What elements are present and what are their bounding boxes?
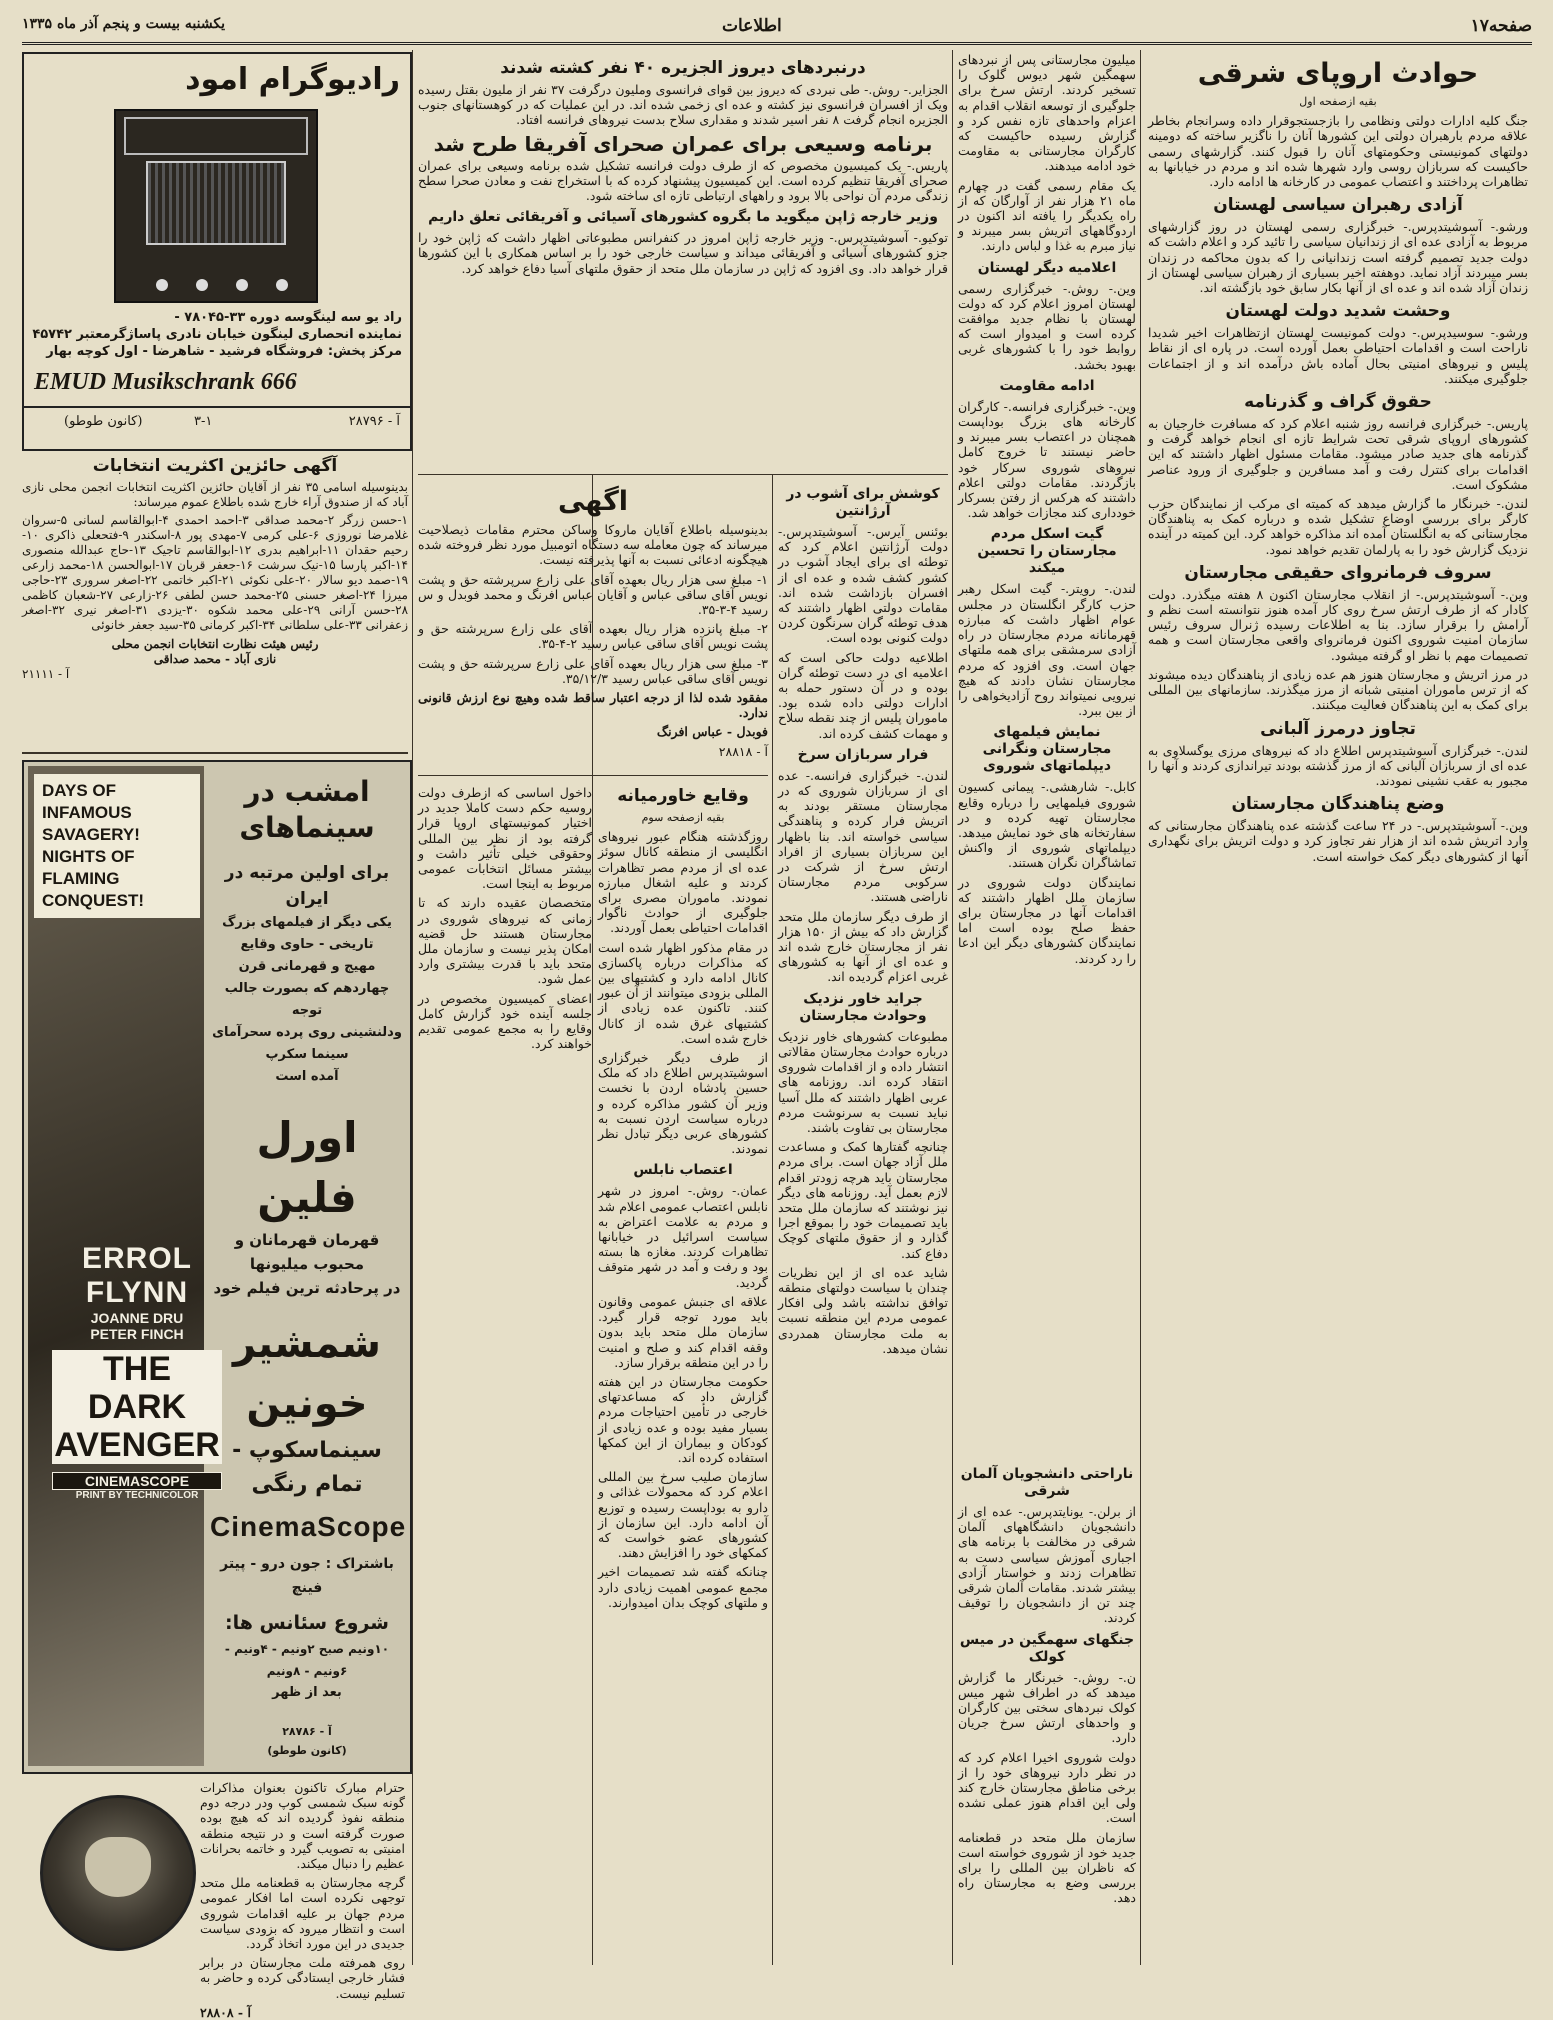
column-argentina: [778, 480, 948, 1960]
radio-ad-store: مرکز پخش: فروشگاه فرشید - شاهرضا - اول کوچه بهار: [46, 344, 402, 359]
notice-signature: فوبدل - عباس افرنگ: [656, 724, 768, 740]
article-paragraph: لندن.- خبرگزاری آسوشیتدپرس اطلاع داد که نیروهای مرزی یوگسلاوی به عده ای از سربازان آلبانی که از مرز گذشته بودند تیراندازی کردند و آنها را مجبور به عقب نشینی نمودند.: [1148, 742, 1528, 788]
cinema-ref: آ - ۲۸۷۸۶: [282, 1725, 332, 1738]
article-paragraph: لندن.- خبرنگار ما گزارش میدهد که کمیته ای مرکب از نمایندگان حزب کارگر برای بررسی اوضاع تشکیل شده و درباره کمک به پناهندگان مجارستانی که به انگلستان آمده اند مذاکره خواهد کرد. این کمیته در آینده نزدیک گزارش خود را به پارلمان تقدیم خواهد نمود.: [1148, 496, 1528, 557]
article-paragraph: لندن.- خبرگزاری فرانسه.- عده ای از سربازان شوروی که در مجارستان مستقر بودند به اتریش فرار کرده و پناهندگی سیاسی خواسته اند. بنا باظهار این سربازان بسیاری از افراد ارتش سرخ از شرکت در سرکوبی مردم مجارستان ناراضی هستند.: [778, 767, 948, 905]
article-paragraph: روی همرفته ملت مجارستان در برابر فشار خارجی ایستادگی کرده و حاضر به تسلیم نیست.: [200, 1955, 405, 2001]
section-rule: [418, 775, 768, 776]
section-rule: [418, 474, 948, 475]
article-paragraph: وین.- آسوشیتدپرس.- از انقلاب مجارستان اکنون ۸ هفته میگذرد. دولت کادار که از طرف ارتش سرخ روی کار آمده هنوز نتوانسته است نظم و آرامش را برقرار سازد. بنا به اطلاعات رسیده ژنرال سروف رئیس سازمان امنیت شوروی اکنون فرمانروای واقعی مجارستان است و همه تصمیمات مهم با نظر او گرفته میشود.: [1148, 586, 1528, 663]
headline-japan: وزیر خارجه ژاپن میگوید ما بگروه کشورهای آسیائی و آفریقائی تعلق داریم: [428, 209, 938, 226]
article-paragraph: اعضای کمیسیون مخصوص در جلسه آینده خود گزارش کامل وقایع را به مجمع عمومی تقدیم خواهند کرد.: [418, 990, 592, 1052]
article-paragraph: مطبوعات کشورهای خاور نزدیک درباره حوادث مجارستان مقالاتی انتشار داده و از اقدامات شوروی انتقاد کرده اند. روزنامه های عربی اظهار داشتند که ملل آسیا نباید نسبت به سرنوشت مردم مجارستان بی تفاوت باشند.: [778, 1028, 948, 1135]
article-paragraph: شاید عده ای از این نظریات چندان با سیاست دولتهای منطقه توافق نداشته باشد ولی افکار عمومی مردم این منطقه نسبت به ملت مجارستان همدردی نشان میدهد.: [778, 1264, 948, 1356]
cast-fa: باشتراک : جون درو - پیتر فینچ: [220, 1556, 394, 1596]
format-en: CinemaScope: [210, 1511, 407, 1542]
article-paragraph: پاریس.- خبرگزاری فرانسه روز شنبه اعلام کرد که مسافرت خارجیان به کشورهای اروپای شرقی تحت شرایط تازه ای انجام خواهد گرفت و گذرنامه های جدید صادر میشود. مقامات مسئول اظهار داشتند که این اقدامات برای کنترل رفت و آمد مسافرین و جلوگیری از ورود عناصر مشکوک است.: [1148, 416, 1528, 492]
legal-notice: [418, 480, 768, 770]
notice-paragraph: بدینوسیله باطلاع آقایان ماروکا وساکن محترم مقامات ذیصلاحیت میرساند که چون معامله سه دستگاه اتومبیل مورد نظر فروخته شده هیچگونه ادعائی نسبت به آنها پذیرفته نیست.: [418, 522, 768, 568]
radio-brand: EMUD Musikschrank 666: [34, 369, 297, 395]
article-paragraph: داخول اساسی که ازطرف دولت روسیه حکم دست کاملا جدید در اختیار کمونیستهای اروپا قرار گرفته بود از نظر بین المللی وحقوقی خیلی تأثیر داشت و بیشتر مسائل انتخابات عمومی مربوط به اینجا است.: [418, 785, 592, 892]
article-paragraph: پاریس.- یک کمیسیون مخصوص که از طرف دولت فرانسه تشکیل شده برنامه وسیعی برای عمران صحرای آفریقا تنظیم کرده است. این کمیسیون پیشنهاد کرده که با استخراج نفت و معادن صحرا سطح زندگی مردم آن نواحی بالا برود و راههای ارتباطی تازه ای ساخته شود.: [418, 157, 948, 204]
notice-ref: آ - ۲۸۸۱۸: [718, 743, 768, 759]
star-name-fa: اورل فلین: [256, 1113, 358, 1222]
subheading-students: ناراحتی دانشجویان آلمان شرقی: [960, 1466, 1134, 1499]
subheading-albania-border: تجاوز درمرز آلبانی: [1260, 718, 1416, 739]
radio-ad-address: راد یو سه لینگوسه دوره ۳۳-۷۸۰۴۵ -: [174, 310, 402, 325]
cinema-desc2: در پرحادثه ترین فیلم خود: [213, 1279, 401, 1297]
subheading-refugees: وضع پناهندگان مجارستان: [1231, 794, 1445, 815]
headline-middle-east: وقایع خاورمیانه: [617, 786, 749, 806]
article-paragraph: متخصصان عقیده دارند که تا زمانی که نیروهای شوروی در مجارستان هستند حل قضیه امکان پذیر نیست و سازمان ملل متحد باید با قدرت بیشتری وارد عمل شود.: [418, 895, 592, 987]
cinema-ref2: (کانون طوطو): [267, 1744, 347, 1757]
article-paragraph: ورشو.- سوسیدپرس.- دولت کمونیست لهستان ازتظاهرات اخیر شدیدا ناراحت است و اقدامات احتیاطی بعمل آورده است. در پاره ای از نقاط پلیس و نیروهای امنیتی بحال آماده باش درآمده اند و از اجتماعات جلوگیری میکنند.: [1148, 325, 1528, 386]
subheading-resistance: ادامه مقاومت: [999, 377, 1095, 394]
technicolor-note: PRINT BY TECHNICOLOR: [75, 1490, 199, 1501]
article-paragraph: کابل.- شارهشی.- پیمانی کسیون شوروی فیلمهایی را درباره وقایع مجارستان تهیه کرده و در سفارتخانه های خود نمایش میدهد. دیپلماتهای شوروی از واکنش تماشاگران نگران هستند.: [958, 779, 1136, 871]
article-paragraph: در مقام مذکور اظهار شده است که مذاکرات درباره پاکسازی کانال ادامه دارد و کشتیهای بین المللی بزودی میتوانند از آن عبور کنند. تاکنون عده زیادی از کشتیهای غرق شده از کانال خارج شده است.: [598, 939, 768, 1046]
film-title-en: THE DARK AVENGER: [52, 1350, 222, 1464]
article-paragraph: گرچه مجارستان به قطعنامه ملل متحد توجهی نکرده است اما افکار عمومی مردم جهان بر علیه اقدامات شوروی است و انتظار میرود که بزودی سیاست جدیدی در این مورد اتخاذ گردد.: [200, 1875, 405, 1952]
subheading-nablus: اعتصاب نابلس: [633, 1162, 733, 1179]
cinema-line: یکی دیگر از فیلمهای بزرگ تاریخی - حاوی وقایع: [222, 915, 392, 952]
elections-title: آگهی حائزین اکثریت انتخابات: [92, 456, 338, 476]
cinema-line: مهیج و قهرمانی قرن چهاردهم که بصورت جالب توجه: [224, 959, 390, 1018]
article-paragraph: علاقه ای جنبش عمومی وقانون باید مورد توجه قرار گیرد. سازمان ملل متحد باید بدون وقفه اقدام کند و صلح و امنیت را در این منطقه برقرار سازد.: [598, 1293, 768, 1370]
headline-eastern-europe: حوادث اروپای شرقی: [1197, 58, 1479, 89]
bottom-ref: آ - ۲۸۸۰۸: [200, 2004, 251, 2020]
elections-ref: آ - ۲۱۱۱۱: [22, 667, 70, 681]
article-paragraph: چنانکه گفته شد تصمیمات اخیر مجمع عمومی اهمیت زیادی دارد و ملتهای کوچک بدان امیدوارند.: [598, 1564, 768, 1610]
radio-ad-title: رادیوگرام امود: [185, 62, 400, 97]
column-rule: [772, 475, 773, 1965]
subheading-miskolc: جنگهای سهمگین در میس کولک: [959, 1631, 1135, 1665]
article-paragraph: نمایندگان دولت شوروی در سازمان ملل اظهار داشتند که اقدامات آنها در مجارستان برای حفظ صلح بوده است اما نمایندگان کشورهای دیگر این ادعا را رد کردند.: [958, 874, 1136, 966]
article-paragraph: سازمان صلیب سرخ بین المللی اعلام کرد که محمولات غذائی و دارو به بوداپست رسیده و توزیع آن ادامه دارد. این سازمان از کشورهای عضو خواست که کمکهای خود را افزایش دهند.: [598, 1469, 768, 1561]
radiogram-ad: [22, 52, 412, 451]
column-rule: [1140, 50, 1141, 1965]
elections-names: ۱-حسن زرگر ۲-محمد صداقی ۳-احمد احمدی ۴-ابوالقاسم لسانی ۵-سروان غلامرضا نوروزی ۶-علی کرمی ۷-مهدی پور ۸-اسکندر ۹-فتحعلی ذاکری ۱۰-رحیم حقدان ۱۱-ابراهیم بدری ۱۲-ابوالقاسم تاجیک ۱۳-حاج عبدالله منصوری ۱۴-اکبر پارسا ۱۵-نیک سرشت ۱۶-جعفر قربان ۱۷-ابوالحسن ۱۸-محمد زارعی ۱۹-صمد دیو سالار ۲۰-علی نکوئی ۲۱-اکبر خاتمی ۲۲-اصغر سروری ۲۳-حاجی میرزا ۲۴-اصغر حسنی ۲۵-محمد حسن لطفی ۲۶-زارعی ۲۷-شعبان کاظمی ۲۸-حسن آرانی ۲۹-علی محمد شکوه ۳۰-یزدی ۳۱-اصغر نیری ۳۲-اصغر زعفرانی ۳۳-علی سلطانی ۳۴-اکبر کرمانی ۳۵-سید جعفر خانوئی: [22, 513, 409, 632]
elections-ad: [22, 450, 408, 745]
article-paragraph: وین.- آسوشیتدپرس.- در ۲۴ ساعت گذشته عده پناهندگان مجارستانی که وارد اتریش شده اند از هزار نفر تجاوز کرد و دولت اتریش برای نگهداری آنها از کشورهای دیگر کمک خواسته است.: [1148, 818, 1528, 864]
subheading-poland-statement: اعلامیه دیگر لهستان: [977, 259, 1117, 276]
elections-intro: بدینوسیله اسامی ۳۵ نفر از آقایان حائزین اکثریت انتخابات انجمن محلی نازی آباد که از صندوق آراء خارج شده باطلاع عموم میرساند:: [22, 480, 409, 509]
poster-credits: [52, 1242, 222, 1501]
article-paragraph: حکومت مجارستان در این هفته گزارش داد که مساعدتهای خارجی در تأمین احتیاجات مردم بسیار مفید بوده و عده زیادی از کودکان و بیماران از این کمکها استفاده کرده اند.: [598, 1373, 768, 1465]
page-number: صفحه۱۷: [1470, 16, 1532, 36]
cinema-line: آمده است: [275, 1069, 339, 1084]
column-commentary: [418, 785, 592, 1960]
article-paragraph: سازمان ملل متحد در قطعنامه جدید خود از شوروی خواسته است که ناظران بین المللی را برای بررسی وضع به مجارستان راه دهد.: [958, 1829, 1136, 1906]
article-paragraph: وین.- روش.- خبرگزاری رسمی لهستان امروز اعلام کرد که دولت لهستان با نظام جدید موافقت کرده است و امیدوار است که روابط خود را با کشورهای غربی بهبود بخشد.: [958, 280, 1136, 372]
article-paragraph: حترام مبارک تاکنون بعنوان مذاکرات گونه سبک شمسی کوپ ودر درجه دوم منطقه نفوذ گردیده اند که هیچ بوده صورت گرفته است و در نتیجه منطقه امنیتی به تصویب گیرد و خاتمه بحرانات عظیم را دنبال میکند.: [200, 1780, 405, 1872]
seal-illustration: [40, 1795, 196, 1951]
issue-date: یکشنبه بیست و پنجم آذر ماه ۱۳۳۵: [22, 16, 225, 32]
headline-near-east-press: جراید خاور نزدیک وحوادث مجارستان: [799, 990, 927, 1024]
article-paragraph: وین.- خبرگزاری فرانسه.- کارگران کارخانه های بزرگ بوداپست همچنان در اعتصاب بسر میبرند و حاضر نیستند تا خروج کامل نیروهای شوروی سرکار خود بازگردند. مقامات دولتی اعلام داشتند که هرکس از رفتن بسرکار خودداری کند مجازات خواهد شد.: [958, 398, 1136, 521]
paper-name: اطلاعات: [722, 16, 782, 36]
article-paragraph: ورشو.- آسوشیتدپرس.- خبرگزاری رسمی لهستان در روز گزارشهای مربوط به آزادی عده ای از زندانیان سیاسی را تائید کرد و اعلام داشت که دولت جدید تصمیم گرفته است زندانیانی را که بدون محاکمه در زندان بسر میبردند آزاد نماید. دوهفته اخیر بسیاری از رهبران سیاسی لهستان از زندان آزاد شده اند و عده ای از آنها بکار سابق خود بازگشته اند.: [1148, 219, 1528, 296]
star-name-en: ERROL FLYNN: [82, 1242, 192, 1309]
article-paragraph: لندن.- رویتر.- گیت اسکل رهبر حزب کارگر انگلستان در مجلس عوام اظهار داشت که مبارزه قهرمانانه مردم مجارستان در راه آزادی سرمشقی برای همه ملتهای جهان است. وی افزود که مردم مجارستان نشان دادند که هیچ نیرویی نمیتواند روح آزادیخواهی را از بین ببرد.: [958, 581, 1136, 719]
top-stories: [418, 52, 948, 472]
cinema-line: برای اولین مرتبه در ایران: [224, 863, 390, 909]
article-paragraph: یک مقام رسمی گفت در چهارم ماه ۲۱ هزار نفر از آوارگان که از راه یکدیگر را یافته اند اکنون در اردوگاههای اتریش بسر میبرند و نیاز مبرم به غذا و لباس دارند.: [958, 177, 1136, 254]
format-fa: سینماسکوپ - تمام رنگی: [232, 1438, 382, 1497]
article-paragraph: بوئنس آیرس.- آسوشیتدپرس.- دولت آرژانتین اعلام کرد که توطئه ای برای ایجاد آشوب در کشور کشف شده و عده ای از افسران بازداشت شده اند. مقامات دولتی اظهار داشتند که هدف توطئه گران سرنگون کردن دولت کنونی بوده است.: [778, 524, 948, 646]
article-paragraph: اطلاعیه دولت حاکی است که اعلامیه ای در دست توطئه گران بوده و در آن دستور حمله به ادارات دولتی داده شده بود. ماموران پلیس از چند نقطه سلاح و مهمات کشف کرده اند.: [778, 649, 948, 741]
column-hungary-bottom: [958, 1460, 1136, 1960]
headline-argentina: کوشش برای آشوب در آرژانتین: [786, 486, 940, 519]
page-header: [22, 14, 1532, 45]
headline-algeria: درنبردهای دیروز الجزیره ۴۰ نفر کشته شدند: [500, 58, 866, 78]
article-paragraph: روزگذشته هنگام عبور نیروهای انگلیسی از منطقه کانال سوئز عده ای از مردم مصر تظاهرات کردند و علیه اشغال مبارزه نمودند. ماموران مصری برای جلوگیری از حوادث ناگوار اقدامات احتیاطی بعمل آوردند.: [598, 829, 768, 936]
column-rule: [592, 1155, 593, 1965]
article-paragraph: در مرز اتریش و مجارستان هنوز هم عده زیادی از پناهندگان دیده میشوند که از ترس ماموران امنیتی شبانه از مرز میگذرند. سازمانهای بین المللی برای کمک به این پناهندگان فعالیت میکنند.: [1148, 666, 1528, 713]
cinema-line: ودلنشینی روی پرده سحرآمای سینما سکرپ: [212, 1025, 402, 1062]
column-hungary: [958, 52, 1136, 1452]
elections-footer2: نازی آباد - محمد صداقی: [153, 652, 277, 666]
radio-ad-agency: نماینده انحصاری لینگون خیابان نادری پاساژگرمعتبر ۴۵۷۴۲: [32, 327, 402, 342]
subheading-passport: حقوق گراف و گذرنامه: [1244, 392, 1432, 413]
article-paragraph: ن.- روش.- خبرنگار ما گزارش میدهد که در اطراف شهر میس کولک نبردهای سختی بین کارگران و واحدهای ارتش سرخ جریان دارد.: [958, 1669, 1136, 1746]
cinema-desc: قهرمان قهرمانان و محبوب میلیونها: [234, 1231, 380, 1273]
cinema-text: [210, 774, 407, 1760]
shows-title: شروع سئانس ها:: [225, 1612, 389, 1634]
column-middle-east: [598, 780, 768, 1960]
continued-note: بقیه ازصفحه اول: [1299, 95, 1377, 108]
radio-cabinet-illustration: [114, 109, 318, 303]
notice-paragraph: ۳- مبلغ سی هزار ریال بعهده آقای علی زارع سرپرشته حق و پشت نویس آقای ساقی عباس رسید ۳۵/۱۲/۳.: [418, 655, 768, 686]
column-europe: [1148, 52, 1528, 1962]
show-after: بعد از ظهر: [272, 1685, 342, 1700]
bottom-left-text: [200, 1780, 405, 2020]
cast-en2: PETER FINCH: [90, 1326, 184, 1342]
elections-footer: رئیس هیئت نظارت انتخابات انجمن محلی: [111, 637, 319, 651]
cinema-title: امشب در سینماهای: [239, 775, 375, 844]
notice-title: اگهی: [557, 486, 629, 517]
show-times: ۱۰ونیم صبح ۲ونیم - ۴ونیم - ۶ونیم - ۸ونیم: [224, 1642, 390, 1678]
radio-ad-ref2: ۳-۱: [194, 414, 213, 429]
notice-footer: مفقود شده لذا از درجه اعتبار ساقط شده وهیچ نوع ارزش قانونی ندارد.: [418, 690, 768, 721]
subheading-poland-leaders: آزادی رهبران سیاسی لهستان: [1213, 195, 1463, 216]
column-rule: [952, 50, 953, 1965]
subheading-poland-fear: وحشت شدید دولت لهستان: [1225, 301, 1451, 322]
notice-paragraph: ۱- مبلغ سی هزار ریال بعهده آقای علی زارع سرپرشته حق و پشت نویس آقای ساقی عباس و آقایان عباس افرنگ و محمد فوبدل و س رسید ۴-۳-۳۵.: [418, 571, 768, 618]
cinema-ad: [22, 760, 412, 1774]
article-paragraph: از طرف دیگر خبرگزاری اسوشیتدپرس اطلاع داد که ملک حسین پادشاه اردن با نخست وزیر آن کشور مذاکره کرده و درباره سیاست اردن نسبت به کشورهای عربی دیگر تبادل نظر نمودند.: [598, 1050, 768, 1157]
radio-ad-ref: آ - ۲۸۷۹۶: [348, 414, 400, 429]
film-title-fa: شمشیر خونین: [232, 1321, 382, 1427]
cinemascope-badge: CINEMASCOPE: [52, 1472, 222, 1490]
headline-red-soldiers: فرار سربازان سرخ: [797, 746, 929, 763]
continued-note: بقیه ازصفحه سوم: [641, 811, 725, 824]
poster-tagline: DAYS OF INFAMOUS SAVAGERY! NIGHTS OF FLAMING CONQUEST!: [34, 774, 200, 918]
article-paragraph: دولت شوروی اخیرا اعلام کرد که در نظر دارد نیروهای خود را از برخی مناطق مجارستان خارج کند ولی این اقدام هنوز عملی نشده است.: [958, 1749, 1136, 1826]
article-paragraph: میلیون مجارستانی پس از نبردهای سهمگین شهر دیوس گلوک را تسخیر کردند. ارتش سرخ برای جلوگیری از توسعه انقلاب اقدام به اعزام واحدهای تازه نفس کرد و گزارش رسیده حاکیست که کارگران مجارستانی به مقاومت خود ادامه میدهند.: [958, 52, 1136, 174]
cast-en1: JOANNE DRU: [90, 1310, 184, 1326]
headline-sahara: برنامه وسیعی برای عمران صحرای آفریقا طرح شد: [433, 131, 933, 156]
radio-ad-ref3: (کانون طوطو): [64, 414, 143, 429]
article-paragraph: الجزایر.- روش.- طی نبردی که دیروز بین قوای فرانسوی وملیون درگرفت ۳۷ نفر از ملیون بقتل رسیده ویک از افسران فرانسوی نیز کشته و عده ای زخمی شده اند. در این عملیات که در کوهستانهای جنوب الجزیره انجام گرفت ۸ نفر اسیر شدند و مقداری سلاح بدست نیروهای فرانسه افتاد.: [418, 82, 948, 128]
section-rule: [22, 752, 408, 754]
article-paragraph: چنانچه گفتارها کمک و مساعدت ملل آزاد جهان است. برای مردم مجارستان باید هرچه زودتر اقدام لازم بعمل آید. روزنامه های دیگر نیز نوشتند که سازمان ملل متحد باید تصمیمات خود را بموقع اجرا گذارد و از حقوق ملتهای کوچک دفاع کند.: [778, 1139, 948, 1261]
article-paragraph: عمان.- روش.- امروز در شهر نابلس اعتصاب عمومی اعلام شد و مردم به علامت اعتراض به سیاست اسرائیل در خیابانها تظاهرات کردند. مغازه ها بسته بود و رفت و آمد در شهر متوقف گردید.: [598, 1183, 768, 1290]
article-paragraph: توکیو.- آسوشیتدپرس.- وزیر خارجه ژاپن امروز در کنفرانس مطبوعاتی اظهار داشت که ژاپن خود را جزو کشورهای آسیائی و آفریقائی میداند و سیاست خارجی خود را بر اساس همکاری با این کشورها قرار خواهد داد. وی افزود که ژاپن در سازمان ملل متحد از حقوق ملتهای آسیا دفاع خواهد کرد.: [418, 230, 948, 276]
article-paragraph: از برلن.- یونایتدپرس.- عده ای از دانشجویان دانشگاههای آلمان شرقی در مخالفت با برنامه های اجباری آموزش سیاسی دست به تظاهرات زدند و خواستار آزادی بیشتر شدند. مقامات آلمان شرقی چند تن از دانشجویان را توقیف کردند.: [958, 1504, 1136, 1626]
notice-paragraph: ۲- مبلغ پانزده هزار ریال بعهده آقای علی زارع سرپرشته حق و پشت نویس آقای ساقی عباس رسید ۲-۴-۳۵.: [418, 621, 768, 652]
article-paragraph: از طرف دیگر سازمان ملل متحد گزارش داد که بیش از ۱۵۰ هزار نفر از مجارستان خارج شده اند و عده ای از آنها به کشورهای غربی اعزام گردیده اند.: [778, 908, 948, 985]
subheading-soviet-films: نمایش فیلمهای مجارستان ونگرانی دیپلماتهای شوروی: [982, 724, 1112, 775]
subheading-gaitskell: گیت اسکل مردم مجارستان را تحسین میکند: [977, 526, 1117, 577]
column-rule: [412, 50, 413, 1965]
subheading-serov: سروف فرمانروای حقیقی مجارستان: [1184, 562, 1492, 583]
article-paragraph: جنگ کلیه ادارات دولتی ونظامی را بازجستجوقرار داده وسرانجام بخاطر علاقه مردم بارهبران دولتی این کشورها آنان را ناگزیر ساخته که دومینه دولتهای کمونیستی وحکومتهای آنان را قبول کنند. گزارشهای رسمی حاکیست که سربازان روسی وارد شهرها شده اند و مردم در خیابانها به تظاهرات پرداختند و اعتصاب عمومی در کارخانه ها ادامه دارد.: [1148, 113, 1528, 190]
